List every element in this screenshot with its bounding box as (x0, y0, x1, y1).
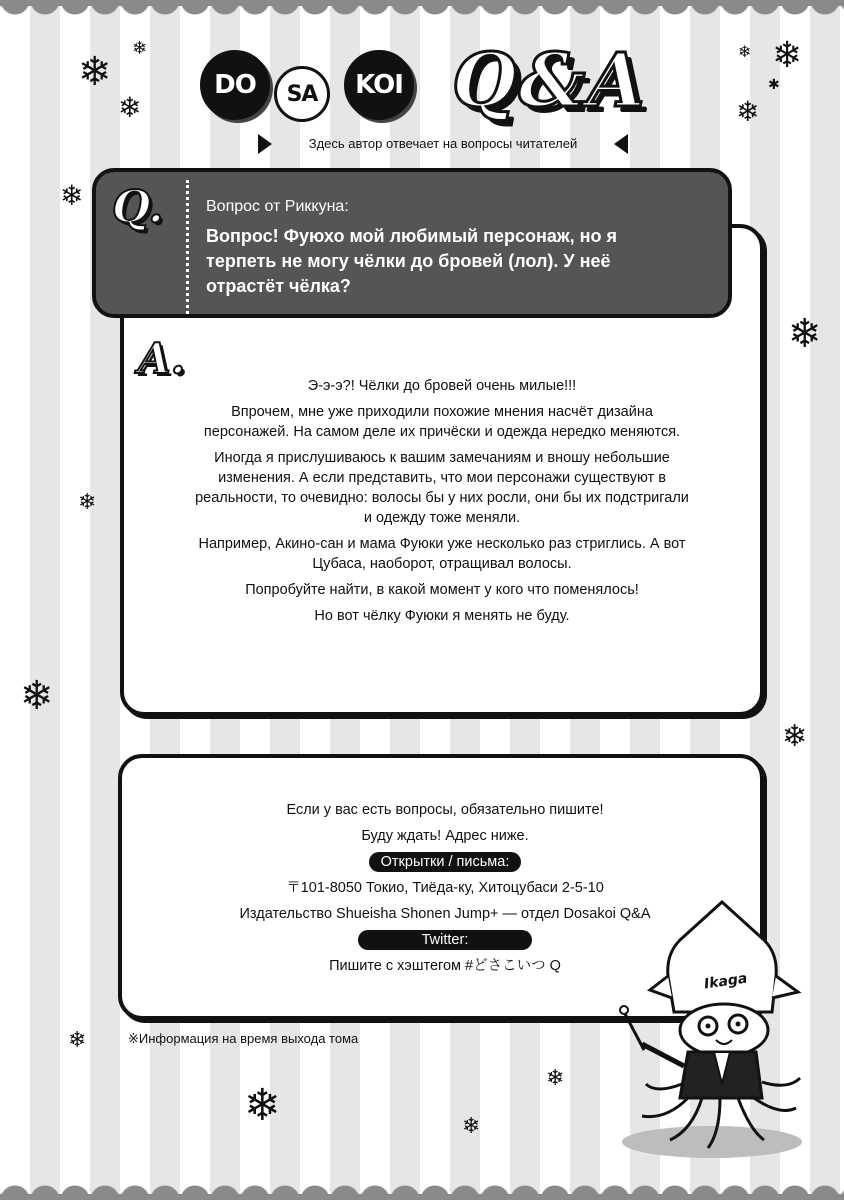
snowflake-icon: ❄ (68, 1028, 87, 1053)
question-author: Вопрос от Риккуна: (206, 198, 349, 215)
snowflake-icon: ❄ (738, 42, 752, 61)
svg-text:Ikaga: Ikaga (703, 970, 749, 993)
snowflake-icon: ❄ (462, 1114, 481, 1139)
answer-icon: A. (138, 334, 186, 383)
answer-paragraph: Э-э-э?! Чёлки до бровей очень милые!!! (307, 378, 577, 394)
arrow-left-icon (614, 134, 628, 154)
answer-text (192, 376, 692, 632)
snowflake-icon: ❄ (788, 311, 822, 357)
footnote: ※Информация на время выхода тома (128, 1031, 359, 1046)
snowflake-icon: ❄ (736, 95, 760, 128)
answer-paragraph: Впрочем, мне уже приходили похожие мнения насчёт дизайна персонажей. На самом деле их причёски и одежда нередко меняются. (203, 404, 681, 440)
twitter-label-pill: Twitter: (358, 930, 532, 950)
snowflake-icon: ❄ (78, 49, 112, 95)
logo-badge-do: DO (200, 50, 270, 120)
snowflake-icon: ❄ (78, 490, 97, 515)
logo-badge-koi: KOI (344, 50, 414, 120)
arrow-right-icon (258, 134, 272, 154)
snowflake-icon: ❄ (772, 35, 803, 76)
question-text: Вопрос! Фуюхо мой любимый персонаж, но я терпеть не могу чёлки до бровей (лол). У неё отрастёт чёлка? (206, 226, 618, 297)
answer-paragraph: Попробуйте найти, в какой момент у кого что поменялось! (245, 582, 639, 598)
postal-address: 〒101-8050 Токио, Тиёда-ку, Хитоцубаси 2-5-10 (286, 880, 604, 896)
qa-logo: Q&A (452, 38, 647, 124)
page-subtitle: Здесь автор отвечает на вопросы читателей (308, 135, 578, 151)
snowflake-icon: ❄ (132, 38, 148, 59)
squid-mascot-icon (612, 894, 812, 1162)
dotted-divider (186, 180, 189, 314)
answer-paragraph: Но вот чёлку Фуюки я менять не буду. (314, 608, 570, 624)
subtitle-banner (258, 128, 628, 158)
snowflake-icon: ❄ (244, 1080, 281, 1131)
mail-label-pill: Открытки / письма: (369, 852, 522, 872)
publisher-address: Издательство Shueisha Shonen Jump+ — отдел Dosakoi Q&A (239, 906, 651, 922)
snowflake-icon: ❄ (60, 179, 84, 212)
answer-paragraph: Иногда я прислушиваюсь к вашим замечаниям и вношу небольшие изменения. А если представить, что мои персонажи существуют в реальности, то очевидно: волосы бы у них росли, они бы их подстригали и одежду тоже меняли. (195, 450, 689, 526)
snowflake-icon: ❄ (782, 719, 808, 754)
twitter-hashtag: Пишите с хэштегом #どさこいつ Q (329, 958, 561, 974)
logo-badge-sa: SA (274, 66, 330, 122)
contact-line: Буду ждать! Адрес ниже. (361, 828, 529, 844)
snowflake-icon: ❄ (546, 1066, 565, 1091)
snowflake-icon: ❄ (20, 673, 54, 719)
snowflake-icon: ❄ (118, 91, 142, 124)
answer-paragraph: Например, Акино-сан и мама Фуюки уже несколько раз стриглись. А вот Цубаса, наоборот, отращивал волосы. (198, 536, 686, 572)
snowflake-icon: ✱ (768, 77, 780, 93)
contact-line: Если у вас есть вопросы, обязательно пишите! (286, 802, 604, 818)
top-scalloped-border (0, 0, 844, 22)
bottom-scalloped-border (0, 1178, 844, 1200)
question-icon: Q. (112, 182, 164, 233)
